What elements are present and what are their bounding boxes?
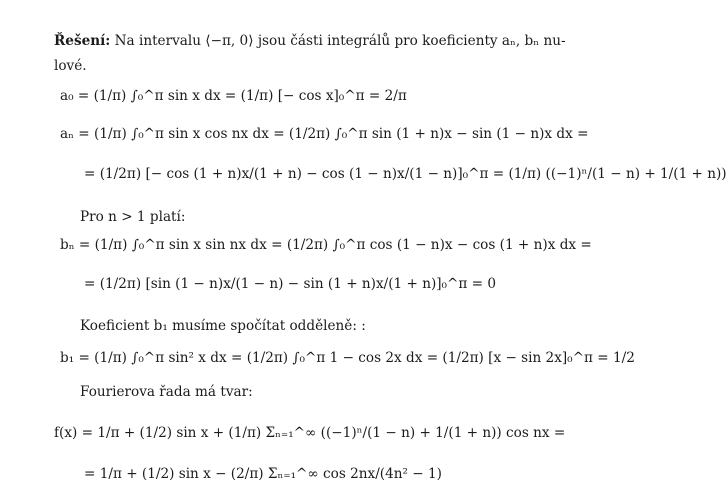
text-koeficient: Koeficient b₁ musíme spočítat odděleně: : — [80, 318, 366, 334]
equation-an-2-text: = (1/2π) [− cos (1 + n)x/(1 + n) − cos (1 − n)x/(1 − n)]₀^π = (1/π) ((−1)ⁿ/(1 − n) + 1/(1 + n)) — [84, 166, 727, 182]
equation-a0-text: a₀ = (1/π) ∫₀^π sin x dx = (1/π) [− cos x]₀^π = 2/π — [60, 88, 407, 104]
intro-continuation: lové. — [54, 58, 87, 74]
equation-b1-text: b₁ = (1/π) ∫₀^π sin² x dx = (1/2π) ∫₀^π 1 − cos 2x dx = (1/2π) [x − sin 2x]₀^π = 1/2 — [60, 350, 635, 366]
equation-an-1-text: aₙ = (1/π) ∫₀^π sin x cos nx dx = (1/2π) ∫₀^π sin (1 + n)x − sin (1 − n)x dx = — [60, 126, 589, 142]
equation-an-2 — [84, 166, 727, 182]
equation-b1 — [60, 350, 635, 366]
equation-bn-1-text: bₙ = (1/π) ∫₀^π sin x sin nx dx = (1/2π) ∫₀^π cos (1 − n)x − cos (1 + n)x dx = — [60, 237, 592, 253]
equation-fx-2-text: = 1/π + (1/2) sin x − (2/π) Σₙ₌₁^∞ cos 2nx/(4n² − 1) — [84, 466, 442, 482]
equation-bn-1 — [60, 237, 592, 253]
text-pro-n: Pro n > 1 platí: — [80, 209, 186, 225]
text-fourier: Fourierova řada má tvar: — [80, 384, 253, 400]
equation-bn-2 — [84, 276, 496, 292]
equation-an-1 — [60, 126, 588, 142]
equation-bn-2-text: = (1/2π) [sin (1 − n)x/(1 − n) − sin (1 + n)x/(1 + n)]₀^π = 0 — [84, 276, 497, 292]
equation-fx-1 — [54, 425, 565, 441]
equation-fx-1-text: f(x) = 1/π + (1/2) sin x + (1/π) Σₙ₌₁^∞ ((−1)ⁿ/(1 − n) + 1/(1 + n)) cos nx = — [54, 425, 566, 441]
equation-a0 — [60, 88, 407, 104]
intro-line — [54, 33, 566, 49]
equation-fx-2 — [84, 466, 442, 482]
intro-text: Na intervalu ⟨−π, 0⟩ jsou části integrálů pro koeficienty aₙ, bₙ nu- — [114, 33, 566, 49]
solution-label: Řešení: — [54, 33, 111, 49]
